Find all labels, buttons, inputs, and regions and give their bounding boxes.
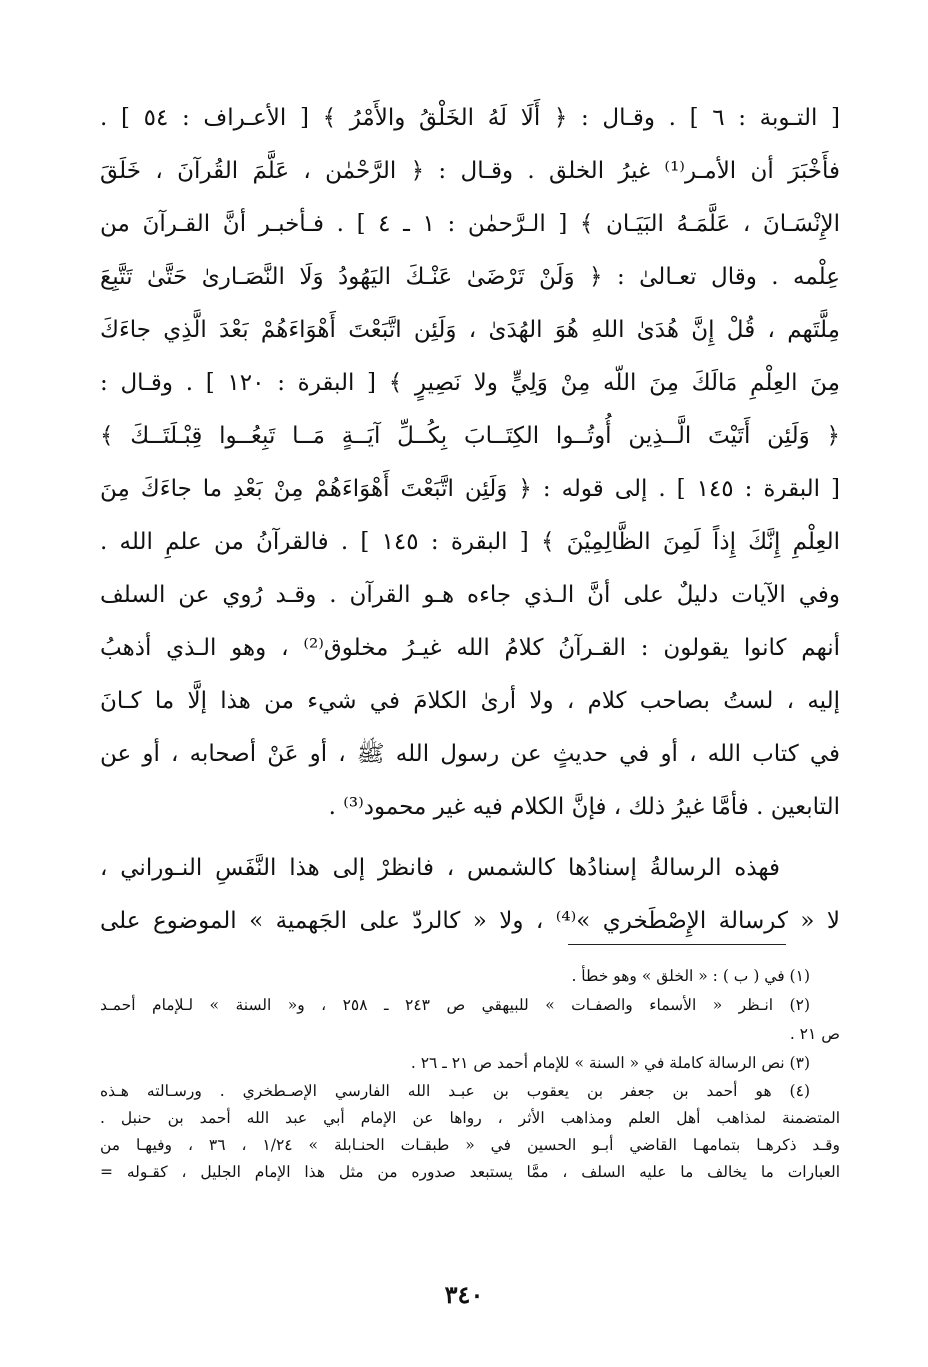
text-line: الإِنْسَـانَ ، عَلَّمَـهُ البَيَـان ﴾ [ الـرَّحمٰن : ١ ـ ٤ ] . فـأخبـر أنَّ القـرآنَ من <box>100 211 840 237</box>
text-line: مِلَّتَهم ، قُلْ إِنَّ هُدَىٰ اللهِ هُوَ الهُدَىٰ ، وَلَئِن اتَّبَعْتَ أَهْوَاءَهُمْ بَعْدَ الَّذِي جاءَكَ <box>100 317 840 343</box>
text-line: [ التـوبة : ٦ ] . وقـال : ﴿ أَلَا لَهُ الخَلْقُ والأَمْرُ ﴾ [ الأعـراف : ٥٤ ] . <box>100 105 840 131</box>
footnote-line: (٤) هو أحمد بن جعفر بن يعقوب بن عبـد الله الفارسي الإصـطخري . ورسـالته هـذه <box>100 1082 810 1100</box>
footnote-line: العبارات ما يخالف ما عليه السلف ، ممَّا يستبعد صدوره من مثل هذا الإمام الجليل ، كقـوله = <box>100 1163 840 1181</box>
footnote-separator <box>568 944 786 945</box>
text-line: ﴿ وَلَئِن أَتَيْتَ الَّــذِين أُوتُــوا الكِتَــابَ بِكُــلِّ آيَــةٍ مَــا تَبِعُــوا قِبْـلَتَــكَ ﴾ <box>100 423 840 449</box>
page-number: ٣٤٠ <box>444 1280 484 1309</box>
paragraph-2-line: فهذه الرسالةُ إسنادُها كالشمس ، فانظرْ إلى هذا النَّفَسِ النـوراني ، <box>100 855 780 881</box>
text-line: أنهم كانوا يقولون : القـرآنُ كلامُ الله غيـرُ مخلوق⁽²⁾ ، وهو الـذي أذهبُ <box>100 635 840 661</box>
main-text <box>100 92 840 948</box>
footnote-line: وقـد ذكرهـا بتمامهـا القاضي أبـو الحسين في « طبقـات الحنـابلة » ١/٢٤ ، ٣٦ ، وفيهـا من <box>100 1136 840 1154</box>
text-line: في كتاب الله ، أو في حديثٍ عن رسول الله ﷺ ، أو عَنْ أصحابه ، أو عن <box>100 741 840 767</box>
text-line: مِنَ العِلْمِ مَالَكَ مِنَ اللّه مِنْ وَلِيٍّ ولا نَصِيرٍ ﴾ [ البقرة : ١٢٠ ] . وقـال : <box>100 370 840 396</box>
text-line: فأَخْبَرَ أن الأمـر⁽¹⁾ غيرُ الخلق . وقـال : ﴿ الرَّحْمٰن ، عَلَّمَ القُرآنَ ، خَلَقَ <box>100 158 840 184</box>
text-line: إليه ، لستُ بصاحب كلام ، ولا أرىٰ الكلامَ في شيء من هذا إلَّا ما كـانَ <box>100 688 840 714</box>
footnote-line: المتضمنة لمذاهب أهل العلم ومذاهب الأثر ، رواها عن الإمام أبي عبد الله أحمد بن حنبل . <box>100 1109 840 1127</box>
footnotes <box>100 962 840 1186</box>
text-line: العِلْمِ إِنَّكَ إِذاً لَمِنَ الظَّالِمِيْنَ ﴾ [ البقرة : ١٤٥ ] . فالقرآنُ من علمِ الله . <box>100 529 840 555</box>
text-line: التابعين . فأمَّا غيرُ ذلك ، فإنَّ الكلام فيه غير محمود⁽³⁾ . <box>328 794 840 820</box>
text-line: وفي الآيات دليلٌ على أنَّ الـذي جاءه هـو القرآن . وقـد رُوي عن السلف <box>100 582 840 608</box>
footnote-line: (٣) نص الرسالة كاملة في « السنة » للإمام أحمد ص ٢١ ـ ٢٦ . <box>410 1054 810 1072</box>
text-line: [ البقرة : ١٤٥ ] . إلى قوله : ﴿ وَلَئِن اتَّبَعْتَ أَهْوَاءَهُمْ مِنْ بَعْدِ ما جاءَكَ مِنَ <box>100 476 840 502</box>
footnote-line: (٢) انـظر « الأسماء والصفـات » للبيهقي ص ٢٤٣ ـ ٢٥٨ ، و« السنة » لـلإمام أحمـد <box>100 996 810 1014</box>
footnote-line: ص ٢١ . <box>789 1025 840 1043</box>
text-line: عِلْمه . وقال تعـالىٰ : ﴿ وَلَنْ تَرْضَىٰ عَنْـكَ اليَهُودُ وَلَا النَّصَـارىٰ حَتَّىٰ تَتَّبِعَ <box>100 264 840 290</box>
paragraph-2-line: لا « كرسالة الإِصْطَخري »⁽⁴⁾ ، ولا « كالردّ على الجَهمية » الموضوع على <box>100 908 840 934</box>
footnote-line: (١) في ( ب ) : « الخلق » وهو خطأ . <box>571 967 810 985</box>
